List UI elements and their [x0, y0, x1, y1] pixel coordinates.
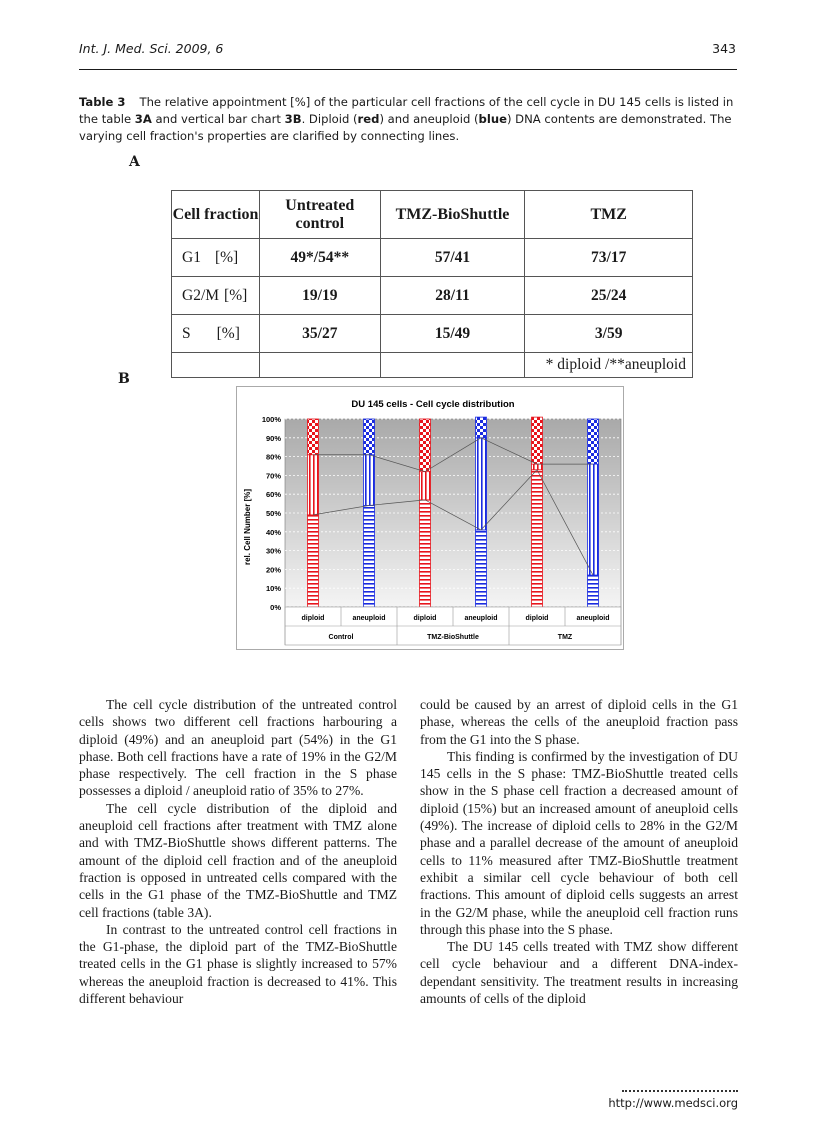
bar-segment	[532, 470, 543, 607]
table-row	[172, 315, 693, 353]
bar-segment	[532, 417, 543, 464]
cell-cycle-chart	[237, 387, 623, 649]
page-number: 343	[712, 41, 736, 56]
y-tick-label: 90%	[265, 433, 281, 443]
table-cell: 28/11	[380, 277, 525, 315]
caption-ref-a: 3A	[134, 112, 152, 126]
caption-label: Table 3	[79, 95, 126, 109]
x-category-label: aneuploid	[352, 615, 386, 622]
bar-segment	[476, 438, 487, 530]
body-left-column	[79, 696, 397, 1007]
row-label	[172, 315, 260, 353]
paragraph: The cell cycle distribution of the untreated control cells shows two different cell fractions harbouring a diploid (49%) and an aneuploid part (54%) in the G1 phase. Both cell fractions have a rate of 19% in the G2/M phase respectively. The cell fraction in the S phase possesses a diploid / aneuploid ratio of 35% to 27%.	[79, 697, 397, 799]
table-cell: 3/59	[525, 315, 693, 353]
y-tick-label: 50%	[265, 509, 281, 518]
phase-label: G2/M	[182, 286, 220, 304]
caption-ref-b: 3B	[284, 112, 302, 126]
table-cell: 19/19	[259, 277, 380, 315]
paragraph: could be caused by an arrest of diploid cells in the G1 phase, whereas the cells of the aneuploid fraction pass from the G1 into the S phase.	[420, 697, 738, 747]
y-tick-label: 0%	[270, 603, 281, 612]
table-cell: 57/41	[380, 239, 525, 277]
table-footnote: * diploid /**aneuploid	[525, 353, 693, 378]
bar-segment	[308, 515, 319, 607]
x-group-label: TMZ	[557, 634, 573, 641]
caption-text-8: ) DNA contents are demonstrated. The varying cell fraction's properties are clarified by connecting lines.	[79, 112, 732, 143]
table-row	[172, 239, 693, 277]
unit-label: [%]	[214, 248, 239, 266]
y-tick-label: 10%	[265, 584, 281, 594]
row-label	[172, 239, 260, 277]
bar-segment	[588, 575, 599, 607]
bar-segment	[364, 455, 375, 506]
y-tick-label: 20%	[265, 565, 281, 575]
table-footnote-row	[172, 353, 693, 378]
bar-segment	[364, 505, 375, 607]
table-cell: 25/24	[525, 277, 693, 315]
x-group-label: Control	[328, 634, 354, 641]
bar-segment	[476, 530, 487, 607]
footer-url[interactable]: http://www.medsci.org	[608, 1096, 738, 1110]
caption-text-4: . Diploid (	[301, 112, 358, 126]
paragraph: This finding is confirmed by the investigation of DU 145 cells in the S phase: TMZ-BioShuttle treated cells show in the S phase cell fraction a decreased amount of diploid (15%) but an increased amount of aneuploid cells (49%). The increase of diploid cells to 28% in the G2/M phase and a parallel decrease of the amount of aneuploid cells to 11% measured after TMZ-BioShuttle treatment exhibit a similar cell cycle behaviour of both cell fractions. This amount of diploid cells suggests an arrest in the G2/M phase, while the aneuploid cell fraction runs through this phase into the S phase.	[420, 748, 738, 937]
body-right-column	[420, 696, 738, 1007]
bar-segment	[308, 455, 319, 515]
bar-segment	[588, 464, 599, 575]
x-group-label: TMZ-BioShuttle	[427, 634, 479, 641]
journal-header: Int. J. Med. Sci. 2009, 6	[79, 41, 224, 56]
cell-cycle-table	[171, 190, 693, 378]
bar-segment	[364, 419, 375, 455]
unit-label: [%]	[224, 286, 248, 304]
chart-container	[236, 386, 624, 650]
table-caption	[79, 94, 739, 145]
y-tick-label: 30%	[265, 546, 281, 556]
x-category-label: diploid	[301, 615, 325, 622]
x-category-label: diploid	[413, 615, 437, 622]
caption-text-0: The relative appointment [%] of the particular cell fractions of the cell cycle in DU 145 cells is listed in the table	[79, 95, 734, 126]
header-untreated-control: Untreated control	[259, 191, 380, 239]
x-category-label: diploid	[525, 615, 549, 622]
header-tmz: TMZ	[525, 191, 693, 239]
x-category-label: aneuploid	[464, 615, 498, 622]
unit-label: [%]	[216, 324, 240, 342]
header-tmz-bioshuttle: TMZ-BioShuttle	[380, 191, 525, 239]
bar-segment	[532, 464, 543, 470]
phase-label: S	[182, 324, 191, 342]
chart-title: DU 145 cells - Cell cycle distribution	[351, 399, 515, 410]
table-cell: 15/49	[380, 315, 525, 353]
caption-blue: blue	[478, 112, 507, 126]
bar-segment	[420, 500, 431, 607]
table-cell: 49*/54**	[259, 239, 380, 277]
footer-dots	[622, 1090, 738, 1092]
bar-segment	[420, 472, 431, 500]
paragraph: In contrast to the untreated control cell fractions in the G1-phase, the diploid part of the TMZ-BioShuttle treated cells in the G1 phase is slightly increased to 57% whereas the aneuploid fraction is decreased to 41%. This different behaviour	[79, 921, 397, 1007]
y-tick-label: 70%	[265, 471, 281, 481]
table-cell: 73/17	[525, 239, 693, 277]
bar-segment	[588, 419, 599, 464]
table-cell: 35/27	[259, 315, 380, 353]
y-tick-label: 100%	[261, 415, 281, 424]
table-row	[172, 277, 693, 315]
y-axis-label: rel. Cell Number [%]	[243, 488, 252, 566]
caption-text-2: and vertical bar chart	[151, 112, 285, 126]
phase-label: G1	[182, 248, 201, 266]
section-a-label: A	[129, 154, 140, 170]
caption-text-6: ) and aneuploid (	[379, 112, 479, 126]
bar-segment	[308, 419, 319, 455]
y-tick-label: 60%	[265, 490, 281, 500]
paragraph: The DU 145 cells treated with TMZ show different cell cycle behaviour and a different DNA-index-dependant sensitivity. The treatment results in increasing amounts of cells of the diploid	[420, 939, 738, 1007]
header-cell-fraction: Cell fraction	[172, 191, 260, 239]
bar-segment	[476, 417, 487, 438]
caption-red: red	[357, 112, 380, 126]
y-tick-label: 40%	[265, 527, 281, 537]
paragraph: The cell cycle distribution of the diploid and aneuploid cell fractions after treatment with TMZ alone and with TMZ-BioShuttle shows different patterns. The amount of the diploid cell fraction and of the aneuploid fraction is opposed in untreated cells compared with the cells in the G1 phase of the TMZ-BioShuttle and TMZ cell fractions (table 3A).	[79, 800, 397, 920]
bar-segment	[420, 419, 431, 472]
header-rule	[79, 69, 737, 70]
y-tick-label: 80%	[265, 452, 281, 462]
row-label	[172, 277, 260, 315]
x-category-label: aneuploid	[576, 615, 610, 622]
section-b-label: B	[118, 371, 130, 387]
